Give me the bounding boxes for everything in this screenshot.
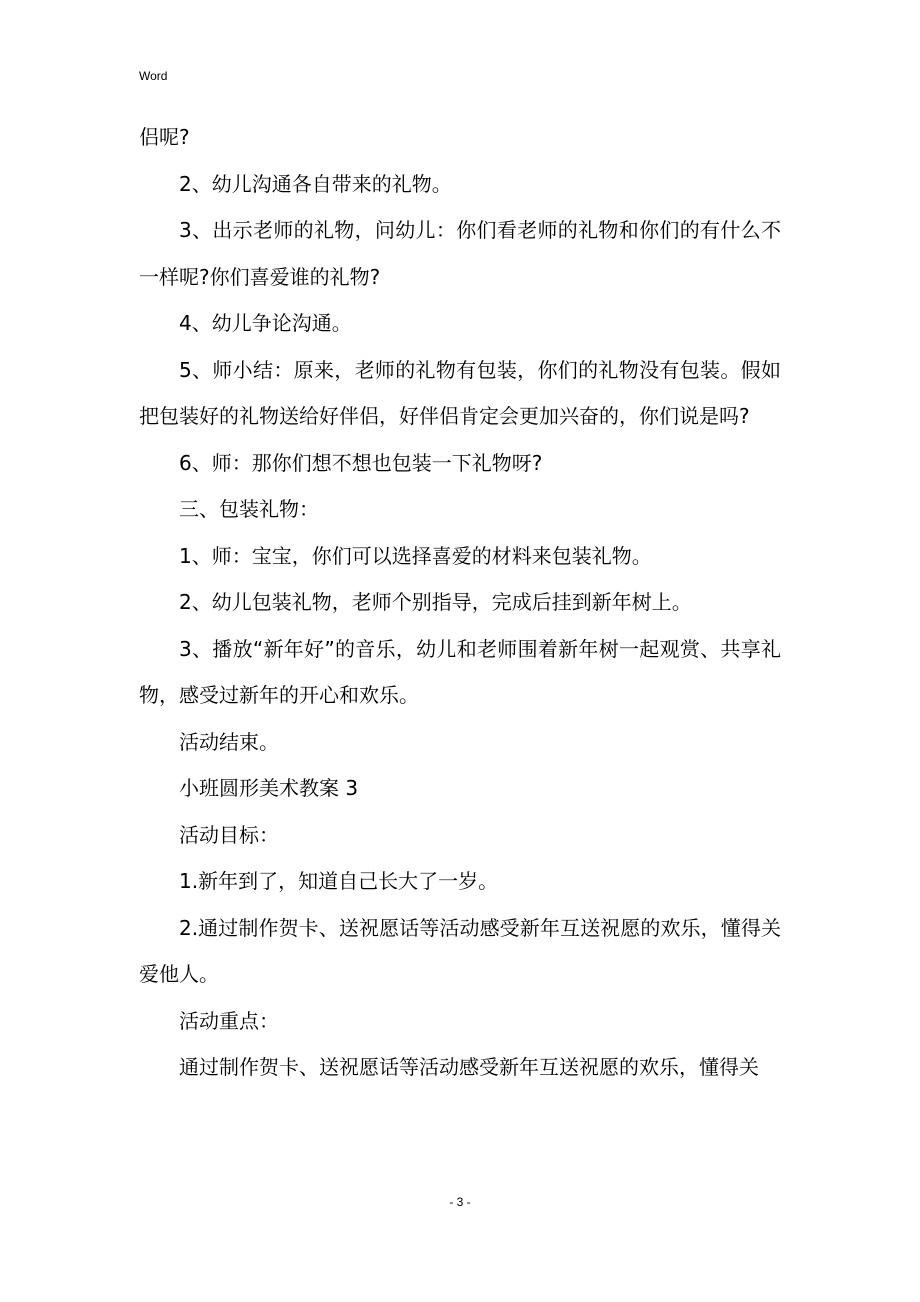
paragraph: 1.新年到了，知道自己长大了一岁。 [179,869,499,893]
paragraph: 活动结束。 [179,729,279,754]
lesson-title: 小班圆形美术教案 3 [179,776,359,800]
paragraph: 3、出示老师的礼物，问幼儿：你们看老师的礼物和你们的有什么不一样呢?你们喜爱谁的礼物? [139,218,781,289]
section-heading: 活动重点： [179,1008,279,1033]
section-heading: 三、包装礼物： [179,497,319,521]
document-body [139,114,781,1091]
section-heading: 活动目标： [179,822,279,847]
paragraph: 2.通过制作贺卡、送祝愿话等活动感受新年互送祝愿的欢乐，懂得关爱他人。 [139,915,781,986]
page-number: - 3 - [449,1195,471,1209]
paragraph: 3、播放“新年好”的音乐，幼儿和老师围着新年树一起观赏、共享礼物，感受过新年的开心和欢乐。 [139,636,781,707]
paragraph: 4、幼儿争论沟通。 [179,311,352,335]
paragraph: 2、幼儿包装礼物，老师个别指导，完成后挂到新年树上。 [179,590,692,614]
page-header: Word [139,69,168,83]
paragraph: 通过制作贺卡、送祝愿话等活动感受新年互送祝愿的欢乐，懂得关 [179,1055,759,1079]
paragraph: 1、师：宝宝，你们可以选择喜爱的材料来包装礼物。 [179,543,652,568]
paragraph: 6、师：那你们想不想也包装一下礼物呀? [179,450,543,475]
paragraph: 5、师小结：原来，老师的礼物有包装，你们的礼物没有包装。假如把包装好的礼物送给好伴侣，好伴侣肯定会更加兴奋的，你们说是吗? [139,357,781,428]
paragraph: 侣呢? [139,125,190,149]
paragraph: 2、幼儿沟通各自带来的礼物。 [179,171,452,196]
